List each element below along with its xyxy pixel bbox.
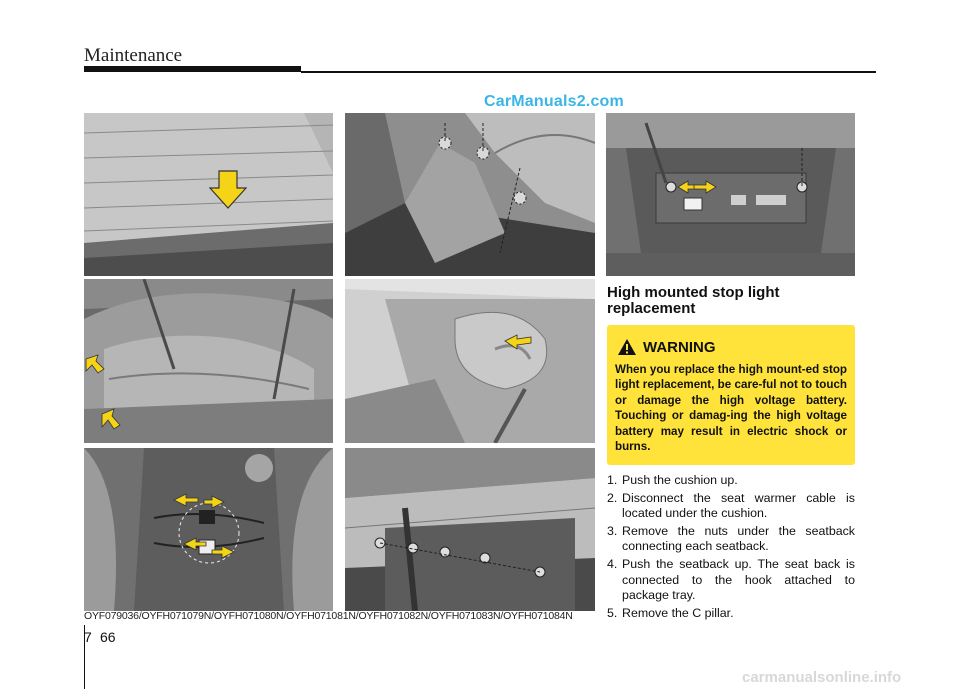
- step-item: 5. Remove the C pillar.: [607, 605, 734, 620]
- procedure-steps: [607, 473, 855, 623]
- photo-seat-bolts: [345, 113, 595, 276]
- step-item: 1. Push the cushion up.: [607, 473, 738, 487]
- page-number: 66: [100, 629, 116, 645]
- photo-rear-seats: [84, 279, 333, 443]
- page-header-title: Maintenance: [84, 45, 183, 66]
- step-item: 2. Disconnect the seat warmer cable is located under the cushion.: [607, 490, 855, 521]
- header-rule-thick: [84, 66, 301, 72]
- figure-code-caption: OYF079036/OYFH071079N/OYFH071080N/OYFH071081N/OYFH071082N/OYFH071083N/OYFH071084N: [84, 610, 573, 622]
- chapter-number: 7: [84, 629, 92, 645]
- warning-label: WARNING: [643, 339, 716, 356]
- photo-package-tray: [345, 448, 595, 611]
- section-title: High mounted stop light replacement: [607, 284, 780, 317]
- photo-c-pillar: [345, 279, 595, 443]
- photo-trunk-panel: [606, 113, 855, 276]
- header-rule-thin: [301, 71, 876, 73]
- footer-site-mark: carmanualsonline.info: [742, 669, 902, 686]
- warning-text: When you replace the high mount-ed stop light replacement, be care-ful not to touch or damage the high voltage battery. Touching or damag-ing the high voltage battery may result in electric shock or burns.: [615, 363, 847, 454]
- warning-triangle-icon: [617, 338, 637, 356]
- step-item: 4. Push the seatback up. The seat back is connected to the hook attached to package tray.: [607, 556, 855, 603]
- step-item: 3. Remove the nuts under the seatback connecting each seatback.: [607, 523, 855, 554]
- photo-seat-warmer-cable: [84, 448, 333, 611]
- photo-rear-window: [84, 113, 333, 276]
- watermark-text: CarManuals2.com: [484, 93, 624, 110]
